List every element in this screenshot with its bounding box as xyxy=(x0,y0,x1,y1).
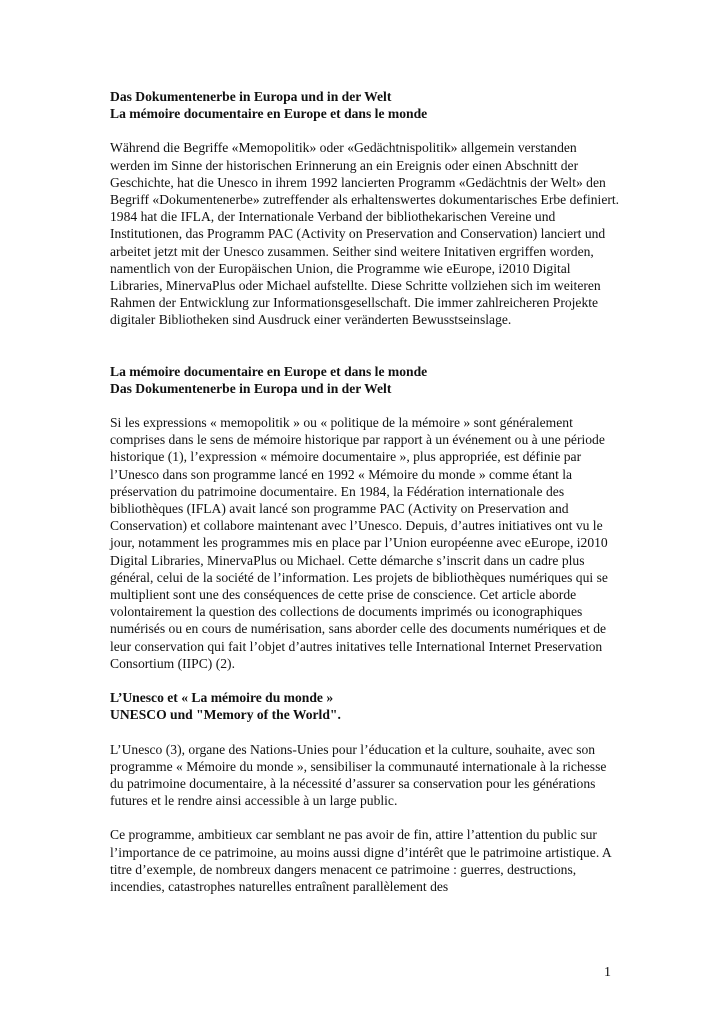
spacer xyxy=(110,724,620,741)
page-number: 1 xyxy=(604,965,611,980)
body-paragraph: Ce programme, ambitieux car semblant ne pas avoir de fin, attire l’attention du public sur l’importance de ce patrimoine, au moins aussi digne d’intérêt que le patrimoine artistique. A titre d’exemple, de nombreux dangers menacent ce patrimoine : guerres, destructions, incendies, catastrophes naturelles entraînent parallèlement des xyxy=(110,827,611,894)
body-paragraph: 1984 hat die IFLA, der Internationale Verband der bibliothekarischen Vereine und Institutionen, das Programm PAC (Activity on Preservation and Conservation) lanciert und arbeitet jetzt mit der Unesco zusammen. Seither sind weitere Initativen ergriffen worden, namentlich von der Europäischen Union, die Programme wie eEurope, i2010 Digital Libraries, MinervaPlus oder Michael aufstellte. Diese Schritte vollziehen sich im weiteren Rahmen der Entwicklung zur Informationsgesellschaft. Die immer zahlreicheren Projekte digitaler Bibliotheken sind Ausdruck einer veränderten Bewusstseinslage. xyxy=(110,209,606,328)
section-german-intro xyxy=(110,88,620,329)
spacer xyxy=(110,329,620,363)
section-french-intro xyxy=(110,363,620,672)
spacer xyxy=(110,397,620,414)
section-unesco xyxy=(110,689,620,895)
section-subheading: Das Dokumentenerbe in Europa und in der Welt xyxy=(110,380,392,396)
body-paragraph: Während die Begriffe «Memopolitik» oder «Gedächtnispolitik» allgemein verstanden werden im Sinne der historischen Erinnerung an ein Ereignis oder einen Abschnitt der Geschichte, hat die Unesco in ihrem 1992 lancierten Programm «Gedächtnis der Welt» den Begriff «Dokumentenerbe» zutreffender als erhaltenswertes dokumentarisches Erbe definiert. xyxy=(110,140,620,208)
body-paragraph: Si les expressions « memopolitik » ou « politique de la mémoire » sont généralement comprises dans le sens de mémoire historique par rapport à un événement ou à une période historique (1), l’expression « mémoire documentaire », plus appropriée, est définie par l’Unesco dans son programme lancé en 1992 « Mémoire du monde » comme étant la préservation du patrimoine documentaire. En 1984, la Fédération internationale des bibliothèques (IFLA) avait lancé son programme PAC (Activity on Preservation and Conservation) et collabore maintenant avec l’Unesco. Depuis, d’autres initiatives ont vu le jour, notamment les programmes mis en place par l’Union européenne avec eEurope, i2010 Digital Libraries, MinervaPlus ou Michael. Cette démarche s’inscrit dans un cadre plus général, celui de la société de l’information. Les projets de bibliothèques numériques qui se multiplient sont une des conséquences de cette prise de conscience. Cet article aborde volontairement la question des collections de documents imprimés ou iconographiques numérisés ou en cours de numérisation, sans aborder celle des documents numériques et de leur conservation qui fait l’objet d’autres initatives telle International Internet Preservation Consortium (IIPC) (2). xyxy=(110,415,608,671)
spacer xyxy=(110,809,620,826)
body-paragraph: L’Unesco (3), organe des Nations-Unies pour l’éducation et la culture, souhaite, avec son programme « Mémoire du monde », sensibiliser la communauté internationale à la richesse du patrimoine documentaire, à la nécessité d’assurer sa conservation pour les générations futures et le rendre ainsi accessible à un large public. xyxy=(110,741,607,809)
section-subheading: UNESCO und "Memory of the World". xyxy=(110,707,341,723)
spacer xyxy=(110,122,620,139)
section-subheading: La mémoire documentaire en Europe et dans le monde xyxy=(110,106,428,122)
spacer xyxy=(110,672,620,689)
section-heading: La mémoire documentaire en Europe et dans le monde xyxy=(110,363,428,379)
document-page xyxy=(110,88,620,895)
section-heading: L’Unesco et « La mémoire du monde » xyxy=(110,690,334,706)
section-heading: Das Dokumentenerbe in Europa und in der Welt xyxy=(110,89,392,104)
